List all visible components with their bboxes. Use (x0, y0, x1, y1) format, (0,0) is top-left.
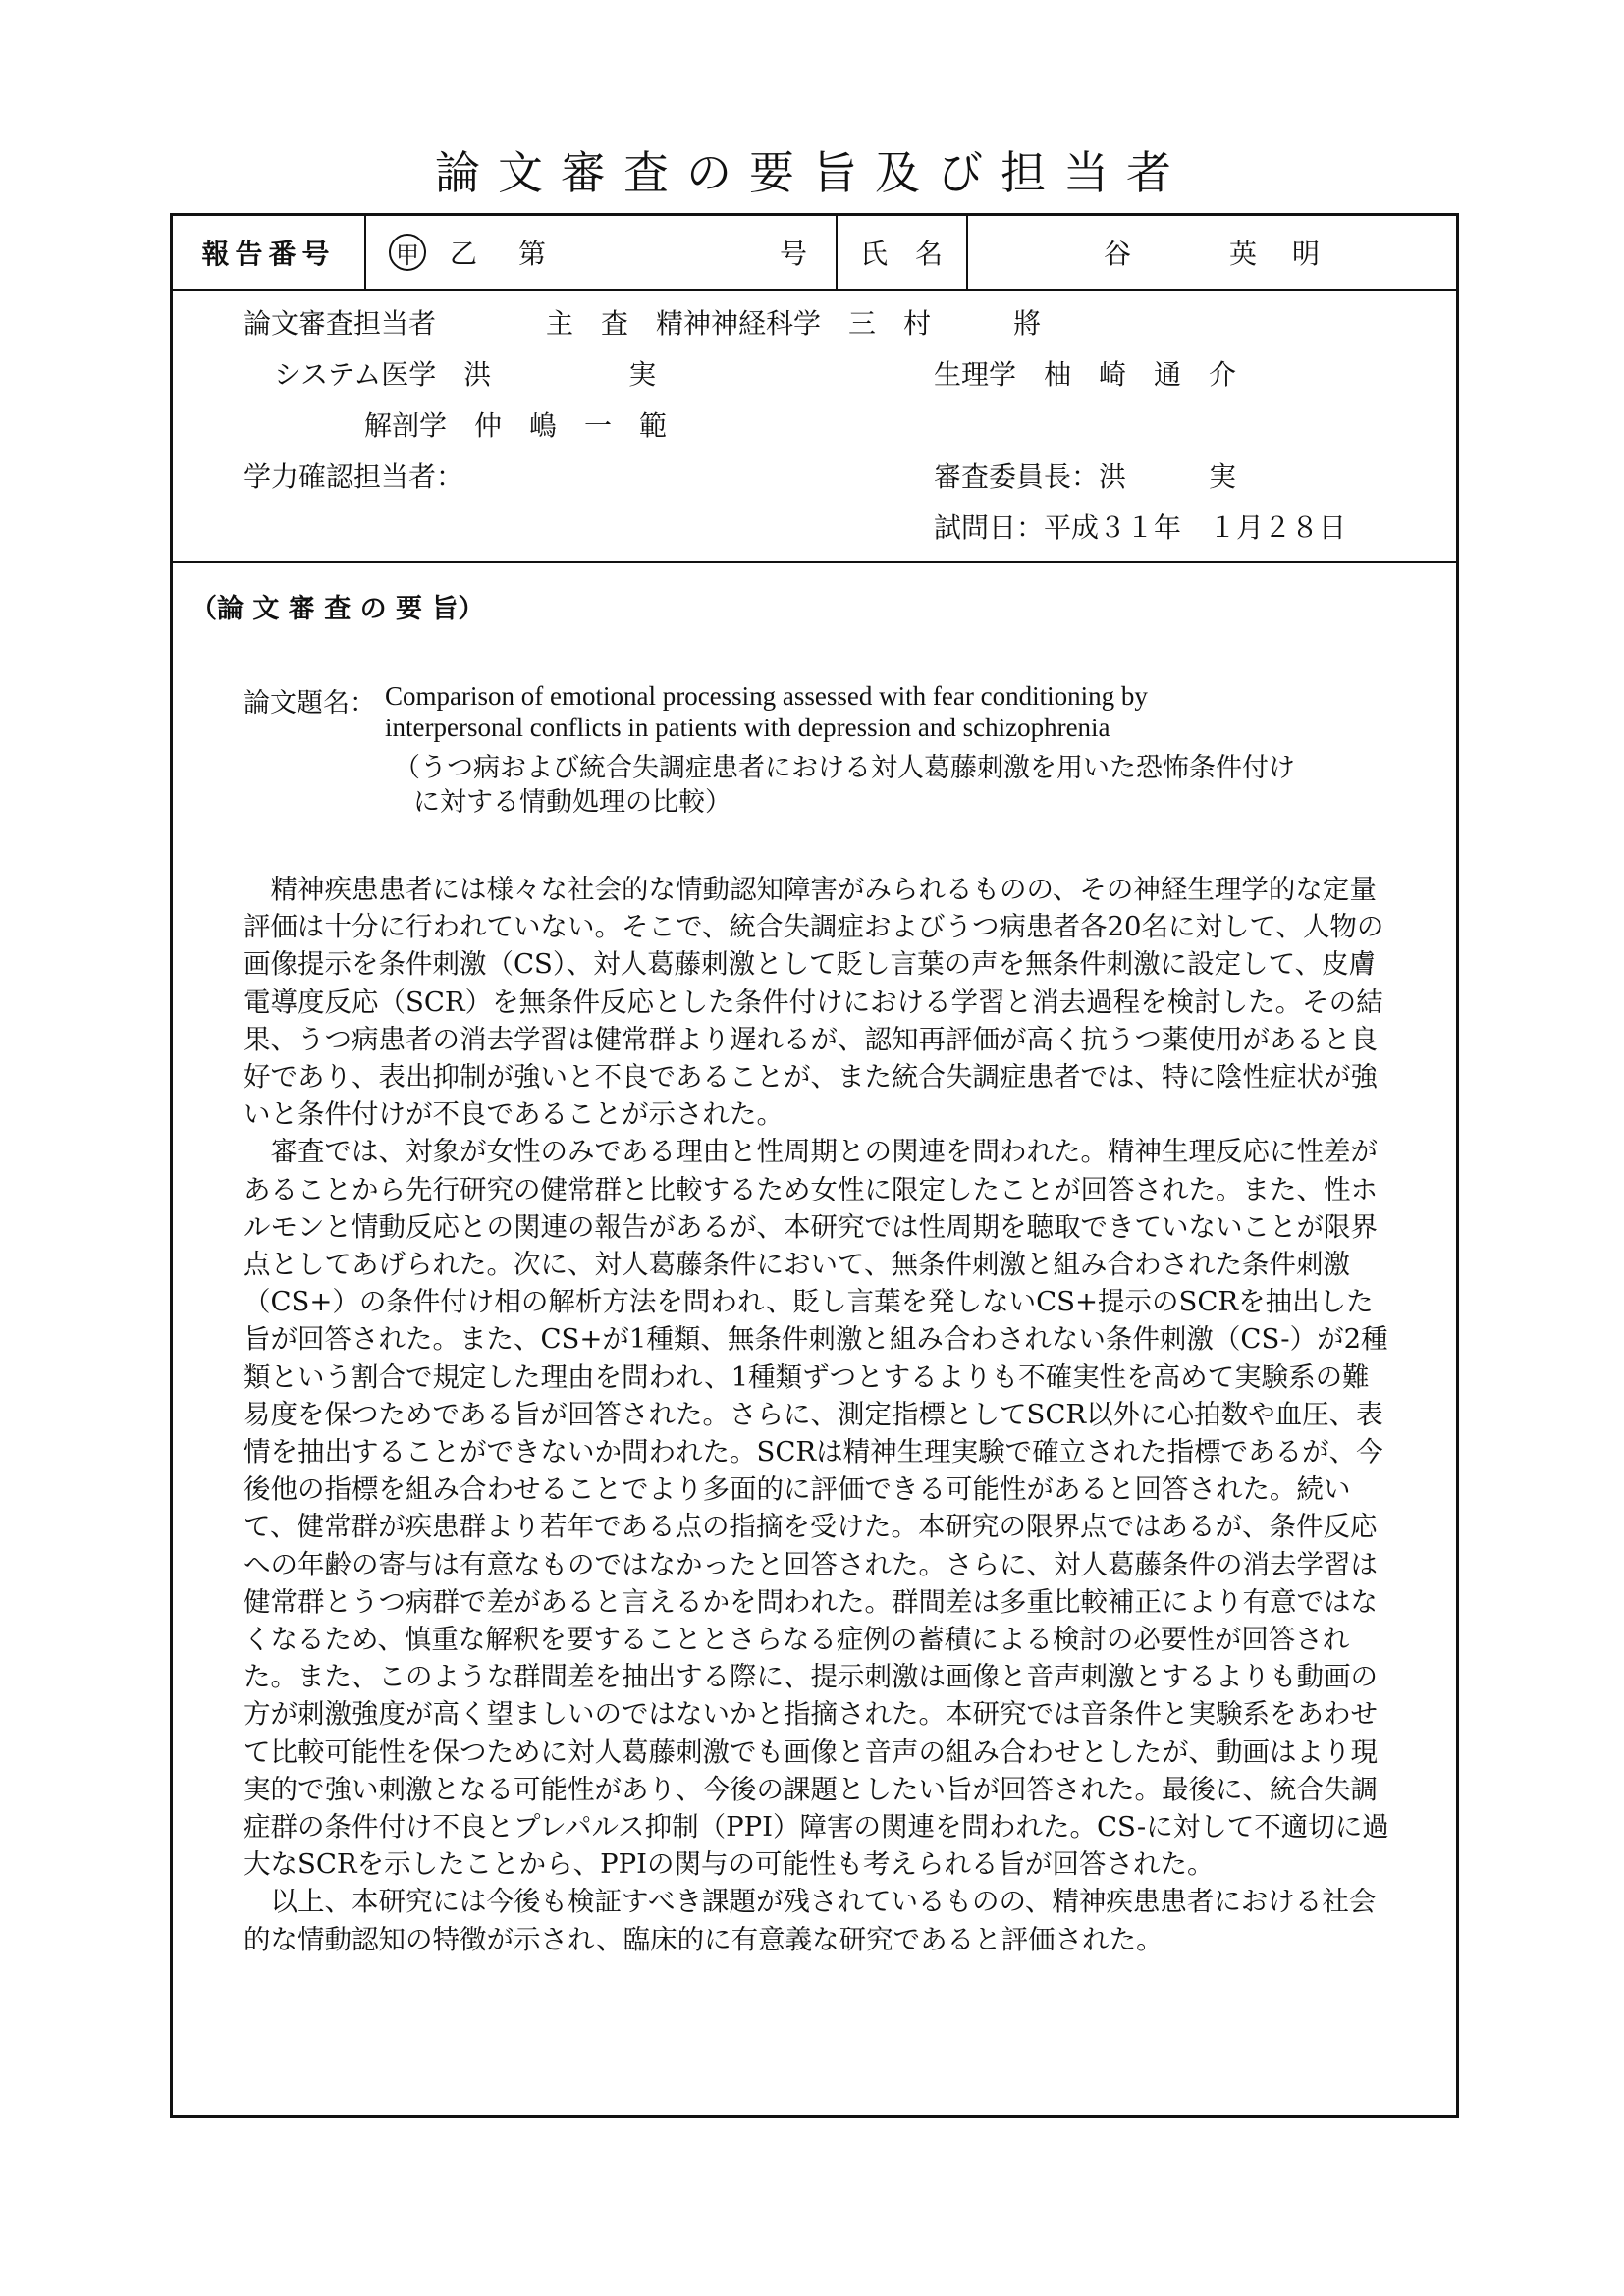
exam-date: 試問日：平成３１年 １月２８日 (934, 511, 1347, 544)
summary-body (244, 871, 1392, 1958)
thesis-title-ja-line2: に対する情動処理の比較） (413, 787, 731, 818)
thesis-title-en-line2: interpersonal conflicts in patients with depression and schizophrenia (385, 713, 1110, 742)
summary-paragraph-1: 精神疾患患者には様々な社会的な情動認知障害がみられるものの、その神経生理学的な定量評価は十分に行われていない。そこで、統合失調症およびうつ病患者各20名に対して、人物の画像提示を条件刺激（CS）、対人葛藤刺激として貶し言葉の声を無条件刺激に設定して、皮膚電導度反応（SCR）を無条件反応とした条件付けにおける学習と消去過程を検討した。その結果、うつ病患者の消去学習は健常群より遅れるが、認知再評価が高く抗うつ薬使用があると良好であり、表出抑制が強いと不良であることが、また統合失調症患者では、特に陰性症状が強いと条件付けが不良であることが示された。 (244, 874, 1384, 1131)
name-label: 氏 名 (859, 238, 943, 270)
summary-paragraph-3: 以上、本研究には今後も検証すべき課題が残されているものの、精神疾患患者における社会的な情動認知の特徴が示され、臨床的に有意義な研究であると評価された。 (244, 1886, 1377, 1955)
thesis-title-label: 論文題名： (244, 688, 376, 719)
thesis-title-ja-line1: （うつ病および統合失調症患者における対人葛藤刺激を用いた恐怖条件付け (394, 753, 1295, 783)
go-label: 号 (780, 238, 808, 270)
examiner-system-medicine: システム医学 洪 実 (274, 358, 657, 391)
examiner-physiology: 生理学 柚 崎 通 介 (934, 358, 1237, 391)
committee-chair: 審査委員長：洪 実 (934, 460, 1237, 493)
ability-confirmation-label: 学力確認担当者： (244, 460, 464, 493)
otsu-label: 乙 (450, 238, 478, 270)
section-divider (173, 561, 1456, 563)
thesis-title-en-line1: Comparison of emotional processing assessed with fear conditioning by (385, 681, 1148, 711)
summary-paragraph-2: 審査では、対象が女性のみである理由と性周期との関連を問われた。精神生理反応に性差があることから先行研究の健常群と比較するため女性に限定したことが回答された。また、性ホルモンと情動反応との関連の報告があるが、本研究では性周期を聴取できていないことが限界点としてあげられた。次に、対人葛藤条件において、無条件刺激と組み合わされた条件刺激（CS+）の条件付け相の解析方法を問われ、貶し言葉を発しないCS+提示のSCRを抽出した旨が回答された。また、CS+が1種類、無条件刺激と組み合わされない条件刺激（CS-）が2種類という割合で規定した理由を問われ、1種類ずつとするよりも不確実性を高めて実験系の難易度を保つためである旨が回答された。さらに、測定指標としてSCR以外に心拍数や血圧、表情を抽出することができないか問われた。SCRは精神生理実験で確立された指標であるが、今後他の指標を組み合わせることでより多面的に評価できる可能性があると回答された。続いて、健常群が疾患群より若年である点の指摘を受けた。本研究の限界点ではあるが、条件反応への年齢の寄与は有意なものではなかったと回答された。さらに、対人葛藤条件の消去学習は健常群とうつ病群で差があると言えるかを問われた。群間差は多重比較補正により有意ではなくなるため、慎重な解釈を要することとさらなる症例の蓄積による検討の必要性が回答された。また、このような群間差を抽出する際に、提示刺激は画像と音声刺激とするよりも動画の方が刺激強度が高く望ましいのではないかと指摘された。本研究では音条件と実験系をあわせて比較可能性を保つために対人葛藤刺激でも画像と音声の組み合わせとしたが、動画はより現実的で強い刺激となる可能性があり、今後の課題としたい旨が回答された。最後に、統合失調症群の条件付け不良とプレパルス抑制（PPI）障害の関連を問われた。CS-に対して不適切に過大なSCRを示したことから、PPIの関与の可能性も考えられる旨が回答された。 (244, 1136, 1389, 1881)
summary-heading: （論 文 審 査 の 要 旨） (190, 594, 485, 624)
kou-circle-mark: 甲 (389, 234, 426, 271)
dai-label: 第 (518, 238, 547, 270)
header-row (173, 216, 1456, 291)
name-value: 谷 英 明 (1103, 238, 1324, 270)
report-number-label: 報告番号 (201, 238, 336, 270)
chief-examiner: 主 査 精神神経科学 三 村 將 (546, 307, 1042, 340)
review-form (170, 213, 1459, 2118)
examiners-label: 論文審査担当者 (244, 307, 437, 340)
examiner-anatomy: 解剖学 仲 嶋 一 範 (364, 409, 668, 442)
document-title: 論文審査の要旨及び担当者 (435, 146, 1189, 199)
